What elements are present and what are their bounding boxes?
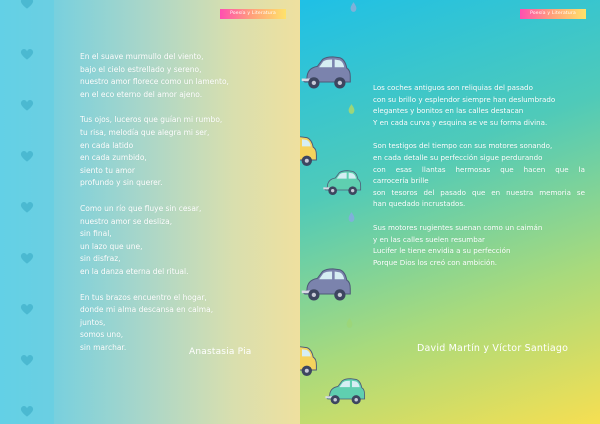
- stanza-gap: [373, 128, 585, 140]
- poem-line: profundo y sin querer.: [80, 178, 163, 188]
- poem-line: Los coches antiguos son reliquias del pasado: [373, 83, 533, 92]
- vintage-car-icon: [300, 56, 352, 91]
- right-page: [300, 0, 600, 424]
- poem-line: siento tu amor: [80, 165, 135, 175]
- poem-left: [80, 51, 229, 354]
- heart-icon: [20, 47, 34, 61]
- heart-icon: [20, 404, 34, 418]
- poem-line: En el suave murmullo del viento,: [80, 52, 204, 61]
- poem-line: son tesoros del pasado que en nuestra memoria se: [373, 187, 585, 197]
- poem-line: Lucifer le tiene envidia a su perfección: [373, 246, 511, 256]
- author-left: Anastasia Pia: [189, 347, 252, 357]
- stanza-gap: [80, 279, 229, 292]
- poem-line: sin marchar.: [80, 342, 127, 352]
- poem-line: carrocería brille: [373, 176, 429, 186]
- vintage-car-icon: [300, 268, 352, 303]
- poem-line: en cada zumbido,: [80, 153, 147, 163]
- poem-line: un lazo que une,: [80, 241, 143, 251]
- poem-line: sin final,: [80, 229, 112, 239]
- heart-icon: [20, 98, 34, 112]
- poem-line: bajo el cielo estrellado y sereno,: [80, 64, 202, 74]
- drop-icon: [348, 104, 355, 114]
- page-tag-left: Poesía y Literatura: [220, 9, 286, 19]
- poem-line: Y en cada curva y esquina se ve su forma divina.: [373, 117, 548, 127]
- poem-line: tu risa, melodía que alegra mi ser,: [80, 127, 210, 137]
- poem-line: Como un río que fluye sin cesar,: [80, 203, 202, 213]
- stanza-gap: [373, 210, 585, 222]
- author-right: David Martín y Víctor Santiago: [417, 343, 569, 354]
- heart-icon: [20, 200, 34, 214]
- page-tag-right: Poesía y Literatura: [520, 9, 586, 19]
- poem-right: [373, 82, 585, 268]
- vintage-car-icon: [300, 136, 318, 168]
- poem-line: con esas llantas hermosas que hacen que la: [373, 164, 585, 174]
- poem-line: Son testigos del tiempo con sus motores sonando,: [373, 141, 553, 151]
- heart-icon: [20, 302, 34, 316]
- heart-icon: [20, 0, 34, 10]
- poem-line: somos uno,: [80, 330, 124, 340]
- poem-line: En tus brazos encuentro el hogar,: [80, 292, 207, 302]
- poem-line: en la danza eterna del ritual.: [80, 266, 189, 276]
- drop-icon: [348, 212, 355, 222]
- vintage-car-icon: [300, 346, 318, 378]
- poem-line: elegantes y bonitos en las calles destacan: [373, 106, 524, 116]
- poem-line: han quedado incrustados.: [373, 199, 466, 209]
- poem-line: Sus motores rugientes suenan como un caimán: [373, 222, 543, 232]
- stanza-gap: [80, 190, 229, 203]
- heart-strip: [0, 0, 54, 424]
- poem-line: sin disfraz,: [80, 254, 121, 264]
- heart-icon: [20, 149, 34, 163]
- poem-line: Tus ojos, luceros que guían mi rumbo,: [80, 115, 223, 125]
- poem-line: donde mi alma descansa en calma,: [80, 305, 214, 315]
- stanza-gap: [80, 101, 229, 114]
- poem-line: en cada detalle su perfección sigue perdurando: [373, 152, 543, 162]
- drop-icon: [350, 2, 357, 12]
- drop-icon: [346, 318, 353, 328]
- poem-line: y en las calles suelen resumbar: [373, 234, 485, 244]
- poem-line: nuestro amor se desliza,: [80, 216, 173, 226]
- poem-line: en cada latido: [80, 140, 134, 150]
- poem-line: nuestro amor florece como un lamento,: [80, 77, 229, 87]
- poem-line: en el eco eterno del amor ajeno.: [80, 89, 203, 99]
- poem-line: Porque Dios los creó con ambición.: [373, 257, 498, 267]
- heart-icon: [20, 353, 34, 367]
- vintage-car-icon: [324, 378, 366, 406]
- poem-line: juntos,: [80, 317, 106, 327]
- poem-line: con su brillo y esplendor siempre han deslumbrado: [373, 94, 556, 104]
- heart-icon: [20, 251, 34, 265]
- vintage-car-icon: [322, 170, 362, 197]
